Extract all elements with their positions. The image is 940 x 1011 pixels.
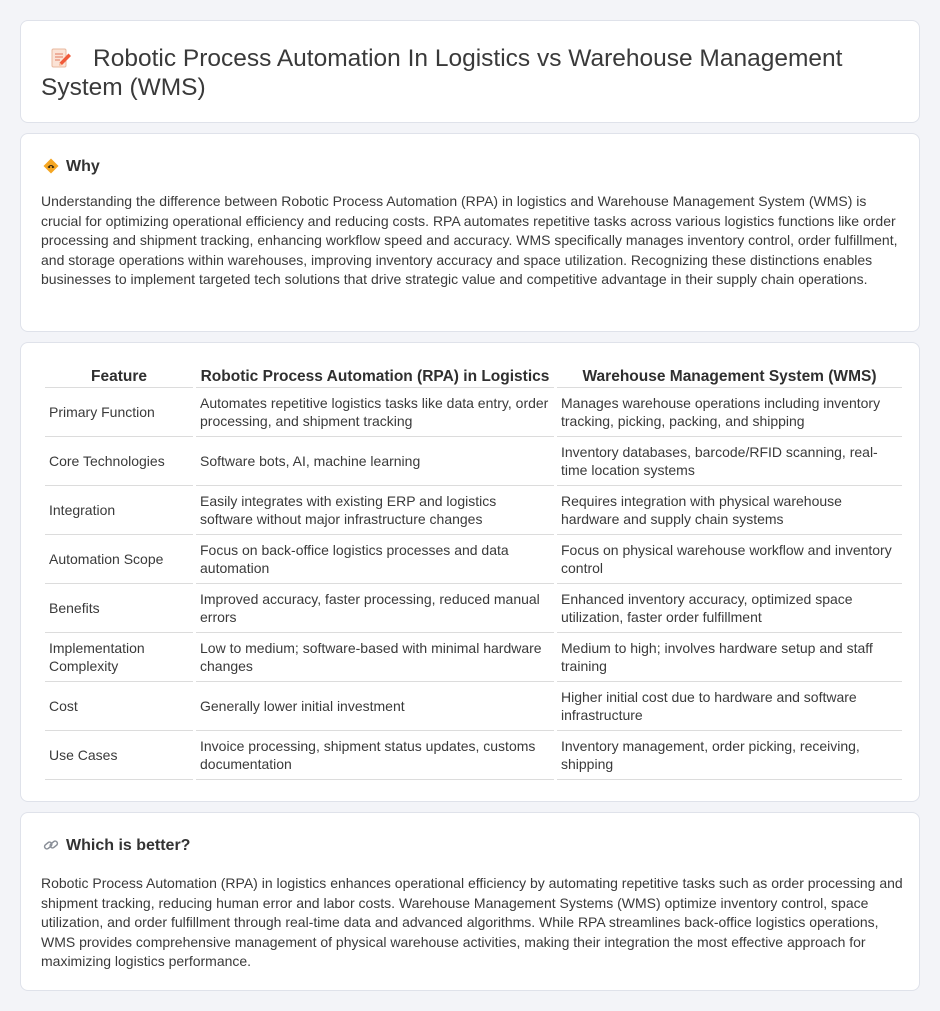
wms-cell: Focus on physical warehouse workflow and inventory control <box>557 535 902 584</box>
feature-cell: Automation Scope <box>45 535 193 584</box>
memo-pencil-icon <box>49 46 73 70</box>
header-wms: Warehouse Management System (WMS) <box>557 363 902 388</box>
rpa-cell: Focus on back-office logistics processes and data automation <box>196 535 554 584</box>
table-row <box>45 633 902 682</box>
feature-cell: Benefits <box>45 584 193 633</box>
table-row <box>45 437 902 486</box>
comparison-section <box>20 342 920 802</box>
rpa-cell: Software bots, AI, machine learning <box>196 437 554 486</box>
table-row <box>45 584 902 633</box>
which-is-better-section <box>20 812 920 991</box>
table-row <box>45 388 902 437</box>
why-paragraph: Understanding the difference between Robotic Process Automation (RPA) in logistics and Warehouse Management System (WMS) is crucial for optimizing operational efficiency and reducing costs. RPA automates repetitive tasks across various logistics functions like order processing and shipment tracking, enhancing workflow speed and accuracy. WMS specifically manages inventory control, order fulfillment, and storage operations within warehouses, improving inventory accuracy and space utilization. Recognizing these distinctions enables businesses to implement targeted tech solutions that drive strategic value and competitive advantage in their supply chain operations. <box>41 193 898 287</box>
feature-cell: Use Cases <box>45 731 193 780</box>
table-row <box>45 486 902 535</box>
diamond-sign-icon <box>43 158 59 174</box>
title-card <box>20 20 920 123</box>
table-row <box>45 535 902 584</box>
wms-cell: Requires integration with physical warehouse hardware and supply chain systems <box>557 486 902 535</box>
table-row <box>45 731 902 780</box>
better-paragraph: Robotic Process Automation (RPA) in logistics enhances operational efficiency by automating repetitive tasks such as order processing and shipment tracking, reducing human error and labor costs. Warehouse Management Systems (WMS) optimize inventory control, space utilization, and order fulfillment through real-time data and advanced algorithms. While RPA streamlines back-office logistics operations, WMS provides comprehensive management of physical warehouse activities, making their integration the most effective approach for maximizing logistics performance. <box>41 875 903 969</box>
header-rpa: Robotic Process Automation (RPA) in Logistics <box>196 363 554 388</box>
rpa-cell: Invoice processing, shipment status updates, customs documentation <box>196 731 554 780</box>
wms-cell: Inventory databases, barcode/RFID scanning, real-time location systems <box>557 437 902 486</box>
feature-cell: Core Technologies <box>45 437 193 486</box>
rpa-cell: Low to medium; software-based with minimal hardware changes <box>196 633 554 682</box>
rpa-cell: Generally lower initial investment <box>196 682 554 731</box>
wms-cell: Higher initial cost due to hardware and software infrastructure <box>557 682 902 731</box>
feature-cell: Primary Function <box>45 388 193 437</box>
link-icon <box>43 837 59 853</box>
wms-cell: Manages warehouse operations including inventory tracking, picking, packing, and shipping <box>557 388 902 437</box>
wms-cell: Enhanced inventory accuracy, optimized space utilization, faster order fulfillment <box>557 584 902 633</box>
rpa-cell: Improved accuracy, faster processing, reduced manual errors <box>196 584 554 633</box>
feature-cell: Integration <box>45 486 193 535</box>
table-row <box>45 682 902 731</box>
rpa-cell: Automates repetitive logistics tasks like data entry, order processing, and shipment tracking <box>196 388 554 437</box>
feature-cell: Implementation Complexity <box>45 633 193 682</box>
wms-cell: Medium to high; involves hardware setup and staff training <box>557 633 902 682</box>
why-section <box>20 133 920 332</box>
header-feature: Feature <box>45 363 193 388</box>
better-heading: Which is better? <box>43 836 190 856</box>
page-title: Robotic Process Automation In Logistics vs Warehouse Management System (WMS) <box>41 45 843 101</box>
table-header-row <box>45 363 902 388</box>
why-heading: Why <box>43 157 100 177</box>
wms-cell: Inventory management, order picking, receiving, shipping <box>557 731 902 780</box>
feature-cell: Cost <box>45 682 193 731</box>
comparison-table <box>42 363 905 780</box>
rpa-cell: Easily integrates with existing ERP and logistics software without major infrastructure changes <box>196 486 554 535</box>
